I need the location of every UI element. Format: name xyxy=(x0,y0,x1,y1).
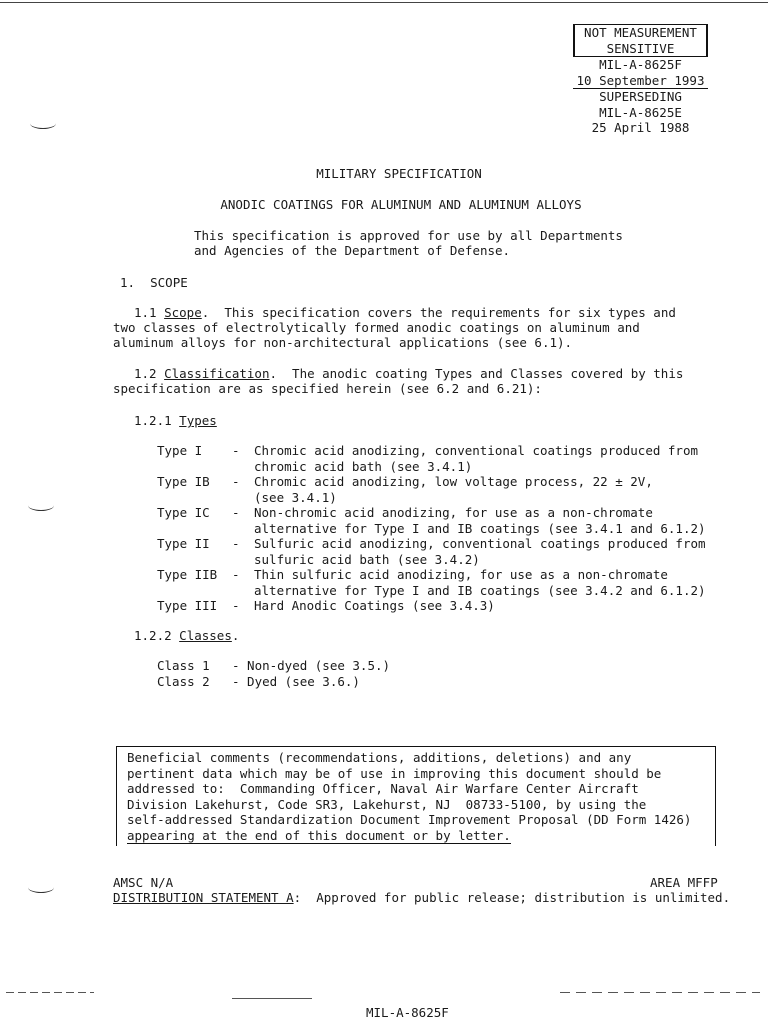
superseded-number: MIL-A-8625E xyxy=(599,104,682,120)
para-text: . This specification covers the requirements for six types and xyxy=(201,305,676,320)
type-name: Type I xyxy=(157,443,203,458)
para-1-1-line-2: two classes of electrolytically formed anodic coatings on aluminum and xyxy=(113,320,640,335)
type-name: Type IIB xyxy=(157,567,218,582)
superseding-label: SUPERSEDING xyxy=(599,89,682,104)
type-description: Sulfuric acid anodizing, conventional coatings produced from sulfuric acid bath (see 3.4.2) xyxy=(254,536,706,567)
para-heading: Types xyxy=(179,413,217,428)
approval-line-1: This specification is approved for use by all Departments xyxy=(194,228,623,243)
para-1-1-line-3: aluminum alloys for non-architectural applications (see 6.1). xyxy=(113,335,573,350)
spec-number: MIL-A-8625F xyxy=(599,57,682,72)
para-text: . The anodic coating Types and Classes covered by this xyxy=(269,366,684,381)
list-item: Type I - Chromic acid anodizing, conventional coatings produced from chromic acid bath (see 3.4.1) xyxy=(157,443,699,474)
types-list xyxy=(157,443,706,614)
approval-line-2: and Agencies of the Department of Defense. xyxy=(194,243,511,258)
binder-mark xyxy=(30,118,56,129)
para-1-2-2-heading: 1.2.2 Classes. xyxy=(134,628,240,643)
type-description: Chromic acid anodizing, conventional coatings produced from chromic acid bath (see 3.4.1) xyxy=(254,443,699,474)
para-1-2-line-1 xyxy=(134,366,683,382)
list-item: Type II - Sulfuric acid anodizing, conventional coatings produced from sulfuric acid bath (see 3.4.2) xyxy=(157,536,706,567)
list-item xyxy=(157,674,390,690)
notice-line: self-addressed Standardization Document Improvement Proposal (DD Form 1426) xyxy=(127,812,692,827)
list-item: Type III - Hard Anodic Coatings (see 3.4.3) xyxy=(157,598,495,613)
notice-line: appearing at the end of this document or by letter. xyxy=(127,827,511,843)
para-heading: Scope xyxy=(164,305,202,320)
type-name: Type IB xyxy=(157,474,210,489)
class-name: Class 2 xyxy=(157,673,210,689)
notice-line: Beneficial comments (recommendations, additions, deletions) and any xyxy=(127,750,632,765)
area-label: AREA MFFP xyxy=(650,875,718,890)
para-number: 1.2.1 xyxy=(134,413,172,428)
document-header-block xyxy=(573,24,708,136)
section-number: 1. xyxy=(120,275,136,290)
comments-notice-box xyxy=(116,746,716,846)
para-number: 1.1 xyxy=(134,305,157,320)
list-item: Type IB - Chromic acid anodizing, low voltage process, 22 ± 2V, (see 3.4.1) xyxy=(157,474,653,505)
para-number: 1.2.2 xyxy=(134,628,172,643)
list-item xyxy=(157,658,390,674)
class-name: Class 1 xyxy=(157,658,210,673)
para-heading: Classification xyxy=(164,366,270,381)
spec-date: 10 September 1993 xyxy=(573,73,708,90)
document-title: MILITARY SPECIFICATION xyxy=(316,166,482,181)
type-description: Thin sulfuric acid anodizing, for use as a non-chromate alternative for Type I and IB coatings (see 3.4.2 and 6.1.2) xyxy=(254,567,706,598)
list-item: Type IC - Non-chromic acid anodizing, for use as a non-chromate alternative for Type I and IB coatings (see 3.4.1 and 6.1.2) xyxy=(157,505,706,536)
binder-mark xyxy=(28,500,54,511)
binder-mark xyxy=(28,882,54,893)
scan-artifact xyxy=(6,992,94,993)
section-title: SCOPE xyxy=(150,275,188,290)
distribution-label: DISTRIBUTION STATEMENT A xyxy=(113,890,294,905)
type-description: Chromic acid anodizing, low voltage process, 22 ± 2V, (see 3.4.1) xyxy=(254,474,653,505)
notice-line: pertinent data which may be of use in improving this document should be xyxy=(127,765,662,781)
distribution-statement xyxy=(113,890,730,906)
section-1-heading xyxy=(120,275,188,291)
type-name: Type IC xyxy=(157,505,210,520)
classes-list xyxy=(157,658,390,689)
distribution-text: : Approved for public release; distribution is unlimited. xyxy=(293,890,731,905)
type-name: Type III xyxy=(157,598,218,613)
type-description: Non-chromic acid anodizing, for use as a non-chromate alternative for Type I and IB coatings (see 3.4.1 and 6.1.2) xyxy=(254,505,706,536)
para-1-2-line-2: specification are as specified herein (see 6.2 and 6.21): xyxy=(113,381,542,396)
scan-artifact xyxy=(232,998,312,999)
list-item: Type IIB - Thin sulfuric acid anodizing, for use as a non-chromate alternative for Type I and IB coatings (see 3.4.2 and 6.1.2) xyxy=(157,567,706,598)
sensitive-label: SENSITIVE xyxy=(573,41,708,58)
notice-line: Division Lakehurst, Code SR3, Lakehurst, NJ 08733-5100, by using the xyxy=(127,796,647,812)
class-description: - Dyed (see 3.6.) xyxy=(232,673,360,689)
scan-edge-line xyxy=(0,2,768,3)
para-1-1-line-1 xyxy=(134,305,676,321)
document-subtitle: ANODIC COATINGS FOR ALUMINUM AND ALUMINUM ALLOYS xyxy=(220,197,582,212)
page-footer-id: MIL-A-8625F xyxy=(366,1005,449,1020)
type-name: Type II xyxy=(157,536,210,551)
para-heading: Classes xyxy=(179,628,232,643)
para-1-2-1-heading xyxy=(134,413,217,429)
para-number: 1.2 xyxy=(134,366,157,381)
superseded-date: 25 April 1988 xyxy=(591,120,690,135)
class-description: - Non-dyed (see 3.5.) xyxy=(232,658,391,673)
amsc-label: AMSC N/A xyxy=(113,875,174,890)
type-description: Hard Anodic Coatings (see 3.4.3) xyxy=(254,598,495,613)
measurement-label: NOT MEASUREMENT xyxy=(573,24,708,41)
notice-line: addressed to: Commanding Officer, Naval Air Warfare Center Aircraft xyxy=(127,781,639,796)
scan-artifact xyxy=(560,992,760,993)
